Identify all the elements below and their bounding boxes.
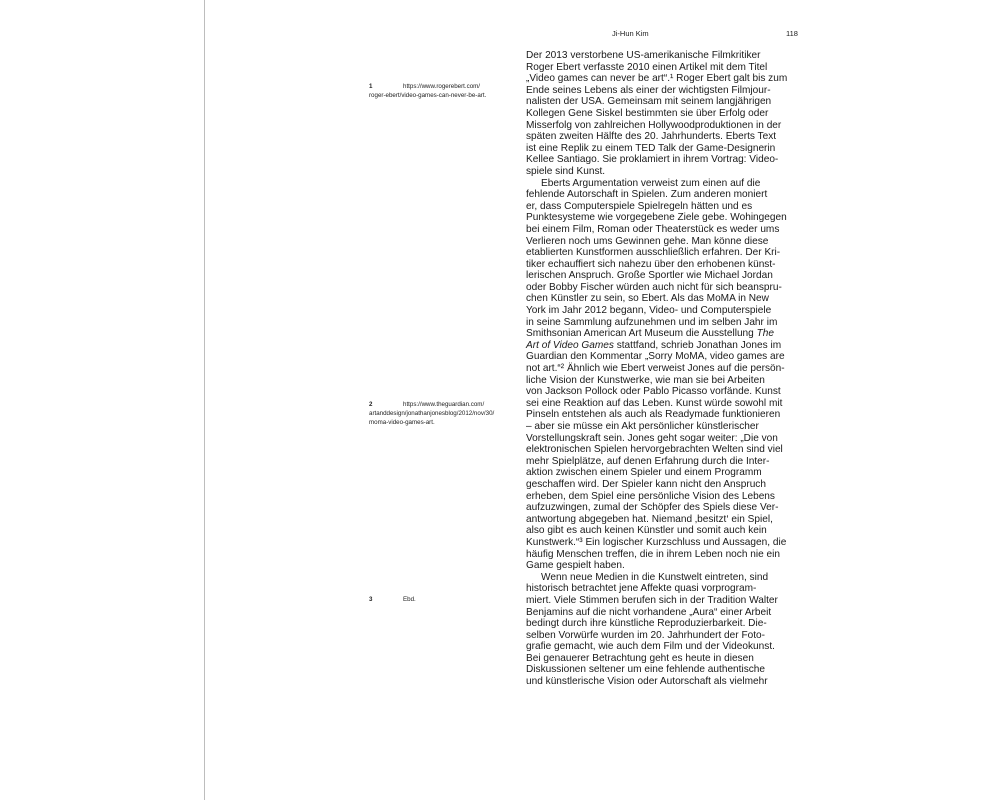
body-line: Diskussionen seltener um eine fehlende authentische [526,664,766,676]
body-line [526,340,808,352]
body-line: häufig Menschen treffen, die in ihrem Leben noch nie ein [526,548,781,560]
body-line: York im Jahr 2012 begann, Video- und Computerspiele [526,305,772,317]
body-line: Punktesysteme wie vorgegebene Ziele gebe. Wohingegen [526,212,787,224]
body-line: ist eine Replik zu einem TED Talk der Game-Designerin [526,142,776,154]
body-line: Misserfolg von zahlreichen Hollywoodproduktionen in der [526,119,782,131]
body-line-text: Smithsonian American Art Museum die Ausstellung [526,328,757,340]
body-line: mehr Spielplätze, auf denen Erfahrung durch die Inter- [526,455,770,467]
body-line: grafie gemacht, wie auch dem Film und der Videokunst. [526,641,775,653]
body-line: Game gespielt haben. [526,560,625,572]
body-line: bei einem Film, Roman oder Theaterstück es weder ums [526,223,780,235]
body-line: Kellee Santiago. Sie proklamiert in ihrem Vortrag: Video- [526,154,779,166]
body-line: in seine Sammlung aufzunehmen und im selben Jahr im [526,316,778,328]
body-line: Roger Ebert verfasste 2010 einen Artikel mit dem Titel [526,61,768,73]
body-line: elektronischen Spielen hervorgebrachten Welten sind viel [526,444,783,456]
body-line: selben Vorwürfe wurden im 20. Jahrhundert der Foto- [526,629,766,641]
body-line: Wenn neue Medien in die Kunstwelt eintreten, sind [541,571,769,583]
footnote-url-line[interactable]: https://www.rogerebert.com/ [403,83,481,90]
body-line: also gibt es auch keinen Künstler und somit auch kein [526,525,767,537]
body-line: Ende seines Lebens als einer der wichtigsten Filmjour- [526,84,771,96]
body-line: Der 2013 verstorbene US-amerikanische Filmkritiker [526,50,761,61]
body-line: fehlende Autorschaft in Spielen. Zum anderen moniert [526,189,768,201]
footnote-text: Ebd. [403,596,416,603]
body-line: tiker echauffiert sich nahezu über den erhobenen künst- [526,258,776,270]
body-line: Kollegen Gene Siskel bestimmten sie über Erfolg oder [526,107,769,119]
body-line: nalisten der USA. Gemeinsam mit seinem langjährigen [526,96,772,108]
body-line: Eberts Argumentation verweist zum einen auf die [541,177,761,189]
body-line: von Jackson Pollock oder Pablo Picasso vorfände. Kunst [526,386,781,398]
footnote-number: 3 [369,596,373,603]
body-line: aufzuzwingen, zumal der Schöpfer des Spiels diese Ver- [526,502,779,514]
body-line: geschaffen wird. Der Spieler kann nicht den Anspruch [526,478,766,490]
body-line: liche Vision der Kunstwerke, wie man sie bei Arbeiten [526,374,765,386]
body-line [526,328,808,340]
footnote-url-line[interactable]: https://www.theguardian.com/ [403,401,485,408]
body-line: bedingt durch ihre künstliche Reproduzierbarkeit. Die- [526,618,767,630]
footnote-number: 2 [369,401,373,408]
body-line: etablierten Kunstformen ausschließlich erfahren. Der Kri- [526,247,781,259]
page-number: 118 [786,29,798,38]
body-line: Guardian den Kommentar „Sorry MoMA, video games are [526,351,785,363]
footnote-1 [369,82,517,100]
body-line: Bei genauerer Betrachtung geht es heute in diesen [526,652,754,664]
footnote-number: 1 [369,83,373,90]
footnote-2 [369,400,517,427]
body-line-text: stattfand, schrieb Jonathan Jones im [613,339,782,351]
body-line: Vorstellungskraft sein. Jones geht sogar weiter: „Die von [526,432,778,444]
body-line: antwortung abgegeben hat. Niemand ‚besitzt‘ ein Spiel, [526,513,773,525]
body-line: – aber sie müsse ein Akt persönlicher künstlerischer [526,421,759,432]
italic-title: The [756,328,774,340]
body-line: Verlieren noch ums Gewinnen gehe. Man könne diese [526,235,769,247]
italic-title: Art of Video Games [526,339,614,351]
body-line: erheben, dem Spiel eine persönliche Vision des Lebens [526,490,775,502]
footnote-url-line[interactable]: roger-ebert/video-games-can-never-be-art. [369,92,487,99]
body-line: „Video games can never be art“.¹ Roger Ebert galt bis zum [526,73,788,85]
footnote-url-line[interactable]: artanddesign/jonathanjonesblog/2012/nov/30/ [369,410,495,417]
body-line: Benjamins auf die nicht vorhandene „Aura“ einer Arbeit [526,606,772,618]
footnote-3 [369,595,517,604]
body-line: sei eine Reaktion auf das Leben. Kunst würde sowohl mit [526,397,783,409]
running-head-author: Ji-Hun Kim [612,29,649,38]
body-line: spiele sind Kunst. [526,165,606,177]
body-line: späten zweiten Hälfte des 20. Jahrhunderts. Eberts Text [526,131,777,143]
body-line: not art.“² Ähnlich wie Ebert verweist Jones auf die persön- [526,363,785,375]
body-line: historisch betrachtet jene Affekte quasi vorprogram- [526,583,757,595]
body-line: lerischen Anspruch. Große Sportler wie Michael Jordan [526,270,773,282]
page-edge-line [204,0,205,800]
body-line: chen Künstler zu sein, so Ebert. Als das MoMA in New [526,293,769,305]
body-line: Pinseln entstehen als auch als Readymade funktionieren [526,409,781,421]
body-line: Kunstwerk.“³ Ein logischer Kurzschluss und Aussagen, die [526,536,787,548]
body-line: oder Bobby Fischer würden auch nicht für sich beanspru- [526,281,782,293]
body-text [526,50,808,688]
body-line: aktion zwischen einem Spieler und einem Programm [526,467,762,479]
footnote-url-line[interactable]: moma-video-games-art. [369,419,435,426]
body-line: miert. Viele Stimmen berufen sich in der Tradition Walter [526,594,778,606]
body-line: er, dass Computerspiele Spielregeln hätten und es [526,200,753,212]
body-line: und künstlerische Vision oder Autorschaft als vielmehr [526,676,768,688]
